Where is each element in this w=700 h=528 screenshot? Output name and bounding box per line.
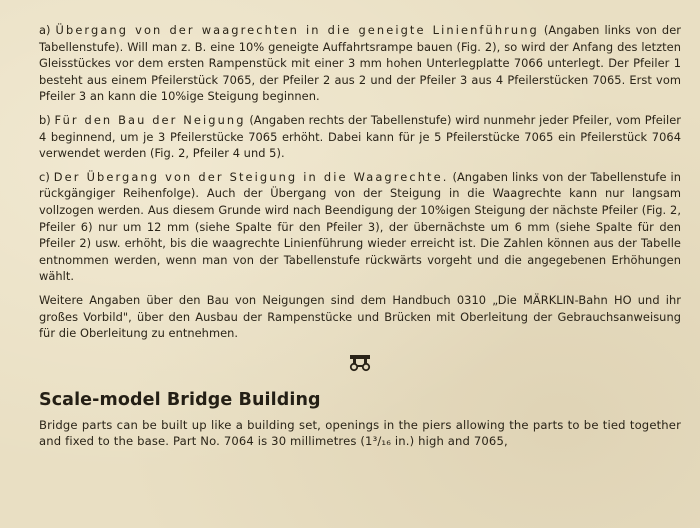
paragraph-english: Bridge parts can be built up like a building set, openings in the piers allowing the parts to be tied together and fixed to the base. Part No. 7064 is 30 millimetres (1³/₁₆ in.) high and 7065, <box>39 417 681 449</box>
paragraph-c-marker: c) <box>39 169 54 184</box>
paragraph-b <box>39 112 681 162</box>
paragraph-c <box>39 169 681 285</box>
paragraph-b-text: (Angaben rechts der Tabellenstufe) wird nunmehr jeder Pfeiler, vom Pfeiler 4 beginnend, um je 3 Pfeilerstücke 7065 erhöht. Dabei kann für je 5 Pfeilerstücke 7065 ein Pfeilerstück 7064 verwendet werden (Fig. 2, Pfeiler 4 und 5). <box>39 112 681 161</box>
page-content <box>39 22 681 450</box>
maerklin-logo-icon <box>346 352 374 372</box>
paragraph-c-text: (Angaben links von der Tabellenstufe in rückgängiger Reihenfolge). Auch der Übergang von der Steigung in die Waagrechte kann nur langsam vollzogen werden. Aus diesem Grunde wird nach Beendigung der 10%igen Steigung der nächste Pfeiler (Fig. 2, Pfeiler 6) nur um 12 mm (siehe Spalte für den Pfeiler 3), der übernächste um 6 mm (siehe Spalte für den Pfeiler 2) usw. erhöht, bis die waagrechte Linienführung wieder erreicht ist. Die Zahlen können aus der Tabelle entnommen werden, wenn man von der Tabellenstufe rückwärts vorgeht und die angegebenen Erhöhungen wählt. <box>39 169 681 284</box>
section-title-bridge-building: Scale-model Bridge Building <box>39 389 321 410</box>
logo-container <box>39 352 681 378</box>
paragraph-further-info: Weitere Angaben über den Bau von Neigungen sind dem Handbuch 0310 „Die MÄRKLIN-Bahn HO und ihr großes Vorbild", über den Ausbau der Rampenstücke und Brücken mit Oberleitung der Gebrauchsanweisung für die Oberleitung zu entnehmen. <box>39 292 681 341</box>
paragraph-b-marker: b) <box>39 112 55 127</box>
paragraph-a-text: (Angaben links von der Tabellenstufe). Will man z. B. eine 10% geneigte Auffahrtsrampe bauen (Fig. 2), so wird der Anfang des letzten Gleisstückes vor dem ersten Rampenstück mit einer 3 mm hohen Unterlegplatte 7066 unterlegt. Der Pfeiler 1 besteht aus einem Pfeilerstück 7065, der Pfeiler 2 aus 2 und der Pfeiler 3 aus 4 Pfeilerstücken 7065. Erst vom Pfeiler 3 an kann die 10%ige Steigung beginnen. <box>39 23 681 104</box>
paragraph-a-title: Übergang von der waagrechten in die geneigte Linienführung <box>55 23 539 37</box>
paragraph-b-title: Für den Bau der Neigung <box>54 112 246 127</box>
paragraph-c-title: Der Übergang von der Steigung in die Waagrechte. <box>53 169 449 184</box>
paragraph-a-marker: a) <box>39 23 56 37</box>
paragraph-a <box>39 22 681 105</box>
